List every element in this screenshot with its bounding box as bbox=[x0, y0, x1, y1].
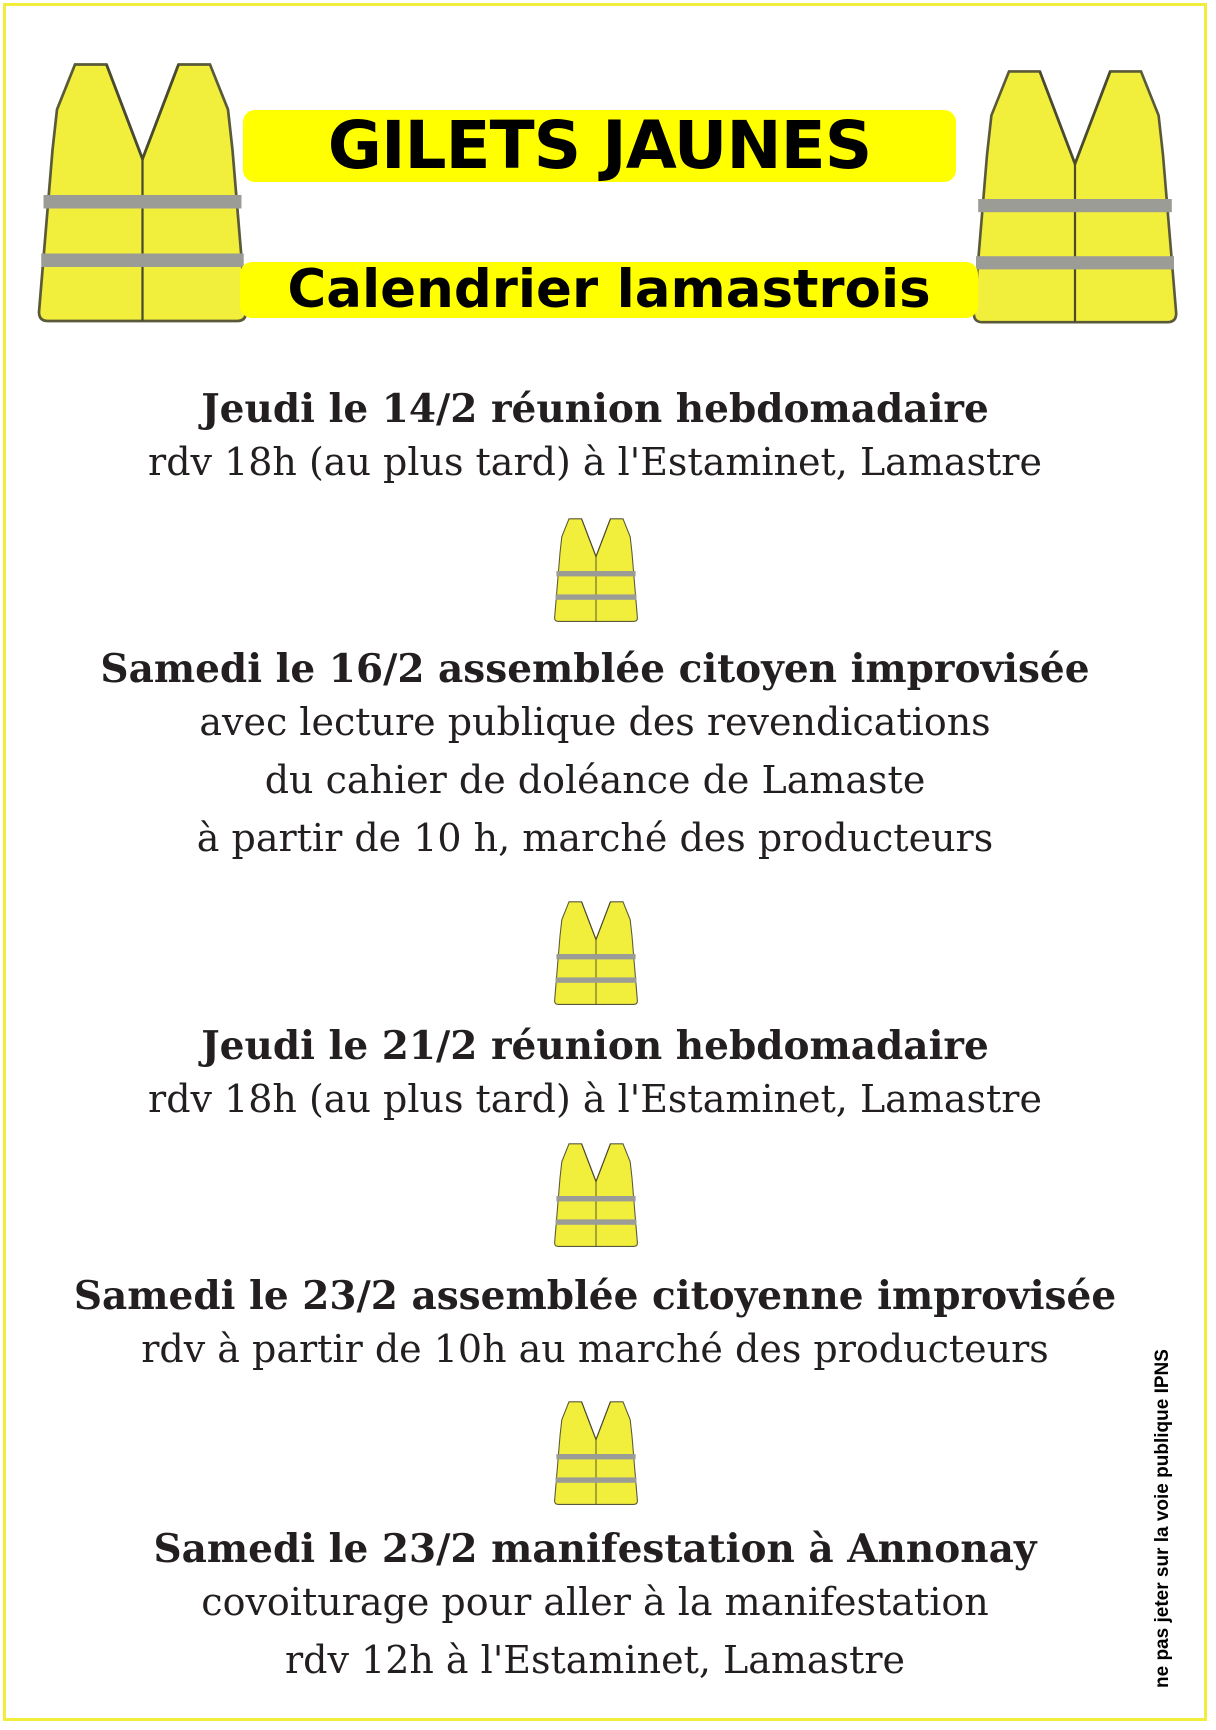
poster-title: GILETS JAUNES bbox=[243, 110, 956, 182]
ipns-note: ne pas jeter sur la voie publique IPNS bbox=[1152, 1349, 1173, 1688]
event-title: Samedi le 23/2 assemblée citoyenne improvisée bbox=[73, 1273, 1117, 1319]
event-detail: avec lecture publique des revendications bbox=[199, 700, 991, 744]
event-title: Samedi le 16/2 assemblée citoyen improvisée bbox=[100, 646, 1090, 692]
event-2 bbox=[40, 645, 1150, 867]
event-title: Jeudi le 21/2 réunion hebdomadaire bbox=[201, 1023, 989, 1069]
event-detail: rdv 18h (au plus tard) à l'Estaminet, Lamastre bbox=[148, 440, 1042, 484]
yellow-vest-icon bbox=[30, 55, 255, 335]
yellow-vest-icon bbox=[965, 60, 1185, 338]
yellow-vest-icon bbox=[551, 895, 641, 1013]
event-detail: rdv 18h (au plus tard) à l'Estaminet, Lamastre bbox=[148, 1077, 1042, 1121]
yellow-vest-icon bbox=[551, 512, 641, 630]
event-detail: à partir de 10 h, marché des producteurs bbox=[196, 816, 994, 860]
poster-subtitle: Calendrier lamastrois bbox=[240, 262, 978, 318]
yellow-vest-icon bbox=[551, 1137, 641, 1255]
event-detail: rdv à partir de 10h au marché des producteurs bbox=[141, 1327, 1049, 1371]
event-detail: du cahier de doléance de Lamaste bbox=[264, 758, 926, 802]
event-title: Samedi le 23/2 manifestation à Annonay bbox=[153, 1526, 1037, 1572]
event-detail: rdv 12h à l'Estaminet, Lamastre bbox=[284, 1638, 906, 1682]
event-3 bbox=[40, 1022, 1150, 1128]
event-title: Jeudi le 14/2 réunion hebdomadaire bbox=[201, 386, 989, 432]
event-5 bbox=[40, 1525, 1150, 1689]
event-4 bbox=[40, 1272, 1150, 1378]
event-detail: covoiturage pour aller à la manifestation bbox=[201, 1580, 989, 1624]
yellow-vest-icon bbox=[551, 1395, 641, 1513]
event-1 bbox=[40, 385, 1150, 491]
